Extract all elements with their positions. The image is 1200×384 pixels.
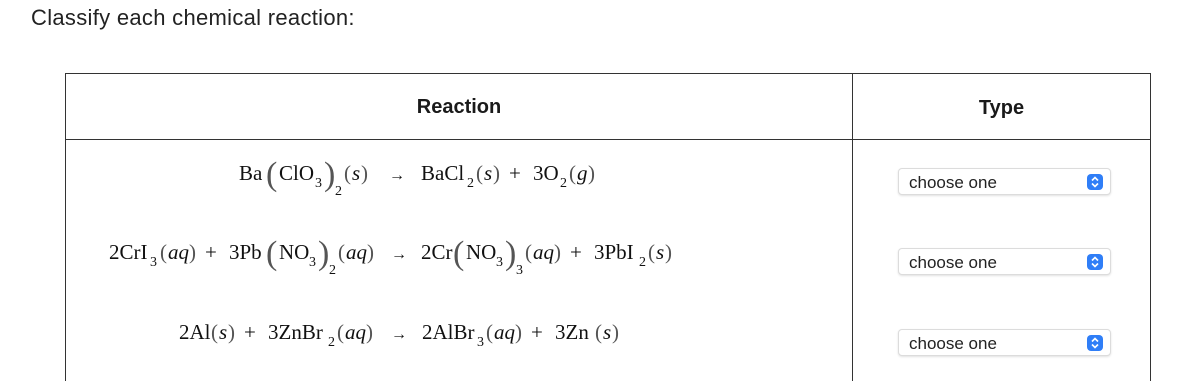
svg-text:2: 2 (560, 176, 567, 191)
svg-text:(: ( (476, 161, 483, 185)
svg-text:(: ( (211, 320, 218, 344)
svg-text:3PbI: 3PbI (594, 240, 634, 264)
svg-text:(: ( (648, 240, 655, 264)
svg-text:s: s (484, 161, 493, 185)
svg-text:aq: aq (168, 240, 189, 264)
svg-text:(: ( (525, 240, 532, 264)
svg-text:): ) (367, 240, 374, 264)
svg-text:s: s (219, 320, 228, 344)
svg-text:): ) (505, 235, 517, 272)
svg-text:BaCl: BaCl (421, 161, 465, 185)
svg-text:aq: aq (494, 320, 515, 344)
svg-text:3Pb: 3Pb (229, 240, 262, 264)
svg-text:ClO: ClO (279, 161, 315, 185)
svg-text:): ) (515, 320, 522, 344)
reaction-equation-text (239, 156, 679, 199)
svg-text:s: s (352, 161, 361, 185)
question-prompt: Classify each chemical reaction: (31, 5, 355, 30)
type-select-2[interactable] (898, 248, 1111, 275)
select-value: choose one (909, 334, 997, 353)
svg-text:aq: aq (346, 240, 367, 264)
svg-text:2: 2 (639, 255, 646, 270)
updown-chevron-icon (1087, 254, 1103, 270)
svg-text:(: ( (569, 161, 576, 185)
svg-text:3: 3 (315, 176, 322, 191)
svg-text:→: → (389, 167, 405, 184)
svg-text:3: 3 (516, 263, 523, 278)
svg-text:): ) (189, 240, 196, 264)
svg-text:s: s (656, 240, 665, 264)
reaction-equation-1 (66, 154, 852, 200)
svg-text:): ) (228, 320, 235, 344)
svg-text:(: ( (266, 156, 278, 193)
svg-text:): ) (361, 161, 368, 185)
svg-text:2AlBr: 2AlBr (422, 320, 475, 344)
svg-text:): ) (554, 240, 561, 264)
svg-text:+: + (509, 161, 521, 185)
svg-text:g: g (577, 161, 588, 185)
svg-text:2Cr: 2Cr (421, 240, 453, 264)
svg-text:): ) (324, 156, 336, 193)
svg-text:3: 3 (496, 255, 503, 270)
svg-text:): ) (588, 161, 595, 185)
svg-text:NO: NO (279, 240, 310, 264)
svg-text:+: + (531, 320, 543, 344)
svg-text:(: ( (338, 240, 345, 264)
svg-text:+: + (244, 320, 256, 344)
select-value: choose one (909, 173, 997, 192)
svg-text:NO: NO (466, 240, 497, 264)
svg-text:(: ( (595, 320, 602, 344)
reaction-column-header: Reaction (416, 96, 502, 118)
type-select-3[interactable] (898, 329, 1111, 356)
svg-text:2: 2 (329, 263, 336, 278)
svg-text:2: 2 (335, 184, 342, 199)
svg-text:): ) (493, 161, 500, 185)
svg-text:(: ( (160, 240, 167, 264)
svg-text:): ) (665, 240, 672, 264)
svg-text:(: ( (344, 161, 351, 185)
classification-table (65, 73, 1151, 381)
header-divider (66, 139, 1150, 140)
svg-text:(: ( (337, 320, 344, 344)
updown-chevron-icon (1087, 335, 1103, 351)
svg-text:(: ( (453, 235, 465, 272)
svg-text:→: → (391, 326, 407, 343)
column-divider (852, 74, 853, 381)
svg-text:2Al: 2Al (179, 320, 211, 344)
svg-text:2CrI: 2CrI (109, 240, 148, 264)
svg-text:(: ( (486, 320, 493, 344)
svg-text:s: s (603, 320, 612, 344)
svg-text:2: 2 (467, 176, 474, 191)
svg-text:2: 2 (328, 335, 335, 350)
svg-text:3O: 3O (533, 161, 559, 185)
svg-text:): ) (318, 235, 330, 272)
svg-text:3: 3 (309, 255, 316, 270)
type-column-header: Type (978, 97, 1025, 119)
svg-text:+: + (205, 240, 217, 264)
svg-text:Ba: Ba (239, 161, 263, 185)
svg-text:→: → (391, 246, 407, 263)
select-value: choose one (909, 253, 997, 272)
updown-chevron-icon (1087, 174, 1103, 190)
reaction-equation-text (179, 320, 739, 350)
svg-text:aq: aq (533, 240, 554, 264)
svg-text:3ZnBr: 3ZnBr (268, 320, 323, 344)
svg-text:+: + (570, 240, 582, 264)
svg-text:aq: aq (345, 320, 366, 344)
reaction-equation-3 (66, 313, 852, 359)
reaction-equation-text (109, 235, 809, 278)
svg-text:3: 3 (150, 255, 157, 270)
svg-text:(: ( (266, 235, 278, 272)
type-select-1[interactable] (898, 168, 1111, 195)
reaction-equation-2 (66, 233, 852, 279)
svg-text:): ) (366, 320, 373, 344)
svg-text:3Zn: 3Zn (555, 320, 589, 344)
svg-text:): ) (612, 320, 619, 344)
svg-text:3: 3 (477, 335, 484, 350)
